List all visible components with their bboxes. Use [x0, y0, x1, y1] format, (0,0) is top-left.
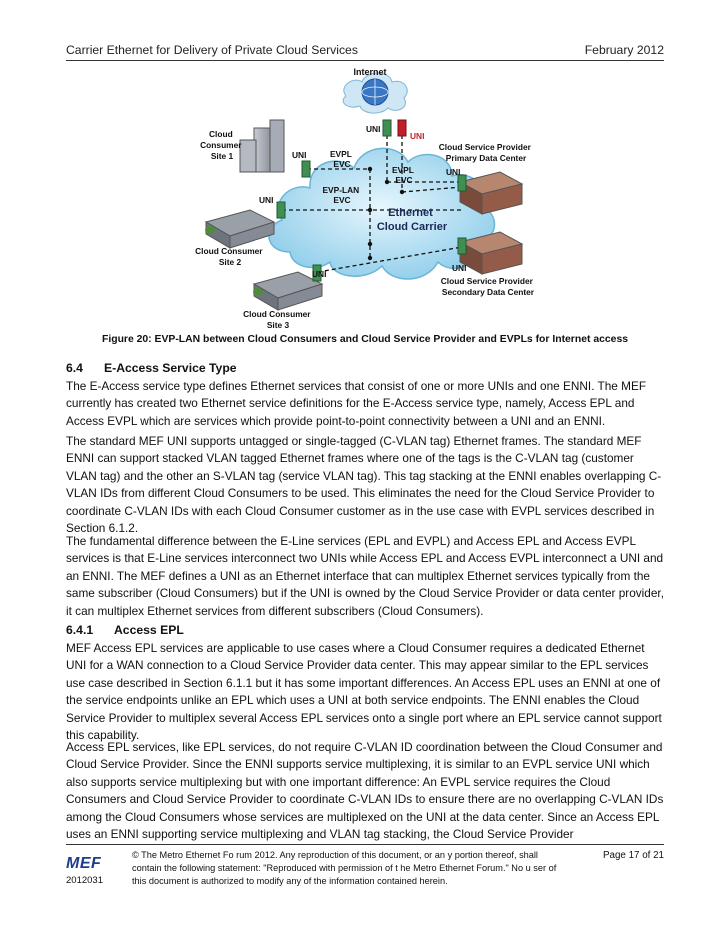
uni-label-5: UNI: [410, 131, 425, 141]
evpl-evc-left-label: EVPL EVC: [329, 149, 352, 169]
section-title: E-Access Service Type: [104, 361, 237, 375]
section-6-4-1-heading: [66, 623, 184, 637]
paragraph: Access EPL services, like EPL services, do not require C-VLAN ID coordination between the Cloud Consumer and Cloud Service Provider. Since the ENNI supports service multiplexing, it is similar to an EVPL service UNI which also supports service multiplexing but with one important difference: An EVPL service requires the Cloud Consumers and Cloud Service Provider to coordinate C-VLAN IDs to ensure there are no overlapping C-VLAN IDs among the Cloud Consumers whose services are multiplexed on the UNI at the data center. Since an Access EPL uses an ENNI supporting service multiplexing and VLAN tag stacking, the Cloud Service Provider: [66, 740, 664, 842]
site3-label: Cloud Consumer Site 3: [243, 309, 311, 330]
page-footer: [66, 844, 664, 897]
uni-label-3: UNI: [312, 269, 327, 279]
internet-label: Internet: [353, 67, 387, 77]
csp-secondary-label: Cloud Service Provider Secondary Data Center: [440, 276, 535, 297]
copyright-notice: © The Metro Ethernet Fo rum 2012. Any reproduction of this document, or an y portion thereof, shall contain the following statement: "Reproduced with permission of t he Metro Ethernet Forum." No u ser of this document is authorized to modify any of the information contained herein.: [132, 850, 557, 886]
evpl-evc-right-label: EVPL EVC: [391, 165, 414, 185]
section-number: 6.4: [66, 361, 83, 375]
site2-building-icon: [205, 210, 274, 248]
section-number: 6.4.1: [66, 623, 94, 637]
uni-label-4: UNI: [366, 124, 381, 134]
page-number: Page 17 of 21: [602, 850, 664, 861]
paragraph: MEF Access EPL services are applicable to use cases where a Cloud Consumer requires a dedicated Ethernet UNI for a WAN connection to a Cloud Service Provider data center. This may appear similar to the EPL services use case described in Section 6.1.1 but it has some important differences. An Access EPL uses an ENNI at one of the service endpoints unlike an EPL which uses a UNI at both service endpoints. The ENNI enables the Cloud Service Provider to multiplex several Access EPL services onto a single port where an EPL service cannot support this capability.: [66, 641, 662, 743]
csp-primary-label: Cloud Service Provider Primary Data Center: [438, 142, 531, 163]
document-number: 2012031: [66, 875, 103, 886]
uni-label-6: UNI: [446, 167, 461, 177]
uni-label-1: UNI: [292, 150, 307, 160]
site1-building-icon: [240, 120, 284, 172]
site1-label: Cloud Consumer Site 1: [200, 129, 242, 161]
ethernet-cloud-carrier-label: Ethernet Cloud Carrier: [376, 207, 448, 233]
page-header: [66, 42, 664, 61]
paragraph: The standard MEF UNI supports untagged or single-tagged (C-VLAN tag) Ethernet frames. The standard MEF ENNI can support stacked VLAN tagged Ethernet frames where one of the tags is the C-VLAN tag (customer VLAN tag) and the other an S-VLAN tag (service VLAN tag). This tag stacking at the ENNI enables overlapping C-VLAN IDs from different Cloud Consumers to be used. This eliminates the need for the Cloud Service Provider to coordinate C-VLAN IDs with each Cloud Consumer customer as in the use case with EVPL services described in Section 6.1.2.: [66, 434, 662, 536]
evp-lan-evc-label: EVP-LAN EVC: [322, 185, 360, 205]
paragraph: The fundamental difference between the E-Line services (EPL and EVPL) and Access EPL and Access EVPL services is that E-Line services interconnect two UNIs while Access EPL and Access EVPL interconnect a UNI and an ENNI. The MEF defines a UNI as an Ethernet interface that can multiplex Ethernet services typically from the same subscriber (Cloud Consumers) but if the UNI is owned by the Cloud Service Provider or data center provider, it can multiplex Ethernet services from different subscribers (Cloud Consumers).: [66, 534, 664, 618]
mef-logo: MEF: [66, 855, 102, 872]
section-6-4-heading: [66, 361, 237, 375]
site2-label: Cloud Consumer Site 2: [195, 246, 263, 267]
uni-label-2: UNI: [259, 195, 274, 205]
figure-caption: Figure 20: EVP-LAN between Cloud Consumers and Cloud Service Provider and EVPLs for Internet access: [101, 334, 628, 345]
internet-globe-icon: [343, 73, 407, 113]
section-title: Access EPL: [114, 623, 184, 637]
header-date: February 2012: [584, 43, 664, 57]
uni-label-7: UNI: [452, 263, 467, 273]
network-diagram: [170, 62, 570, 330]
paragraph: The E-Access service type defines Ethernet services that consist of one or more UNIs and one ENNI. The MEF currently has created two Ethernet service definitions for the E-Access service type, namely, Access EPL and Access EVPL which are services which provide point-to-point connectivity between a UNI and an ENNI.: [66, 379, 647, 428]
header-title: Carrier Ethernet for Delivery of Private Cloud Services: [66, 43, 358, 57]
